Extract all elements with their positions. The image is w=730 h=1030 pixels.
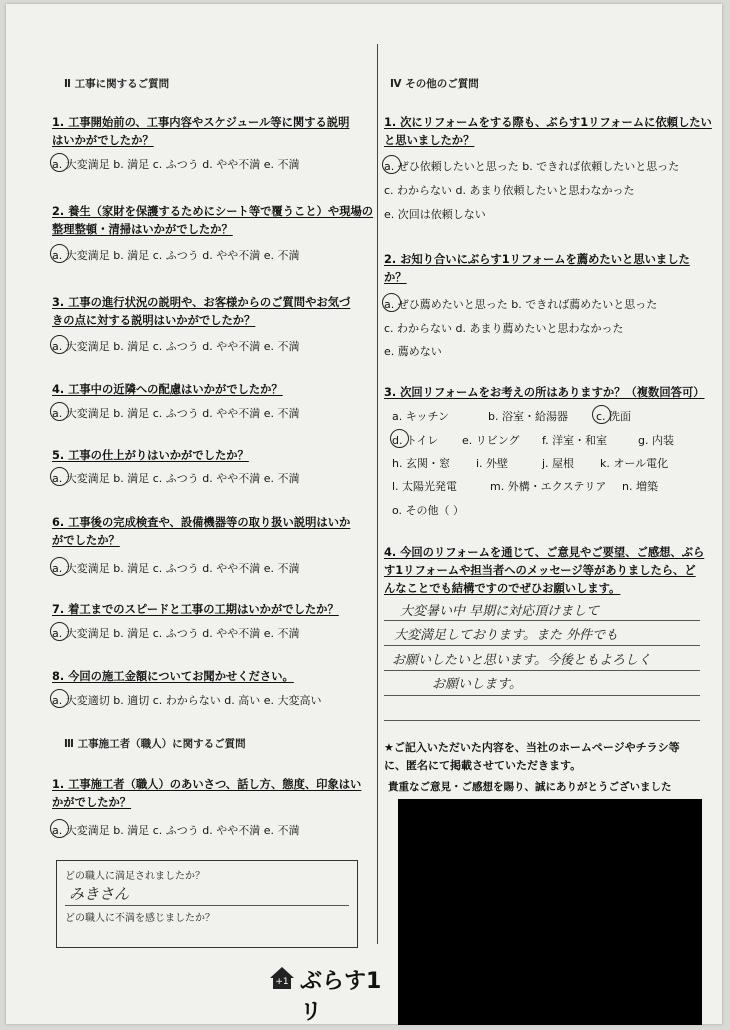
q4-3-j: j. 屋根: [542, 457, 575, 470]
q4-1-opt1: a. ぜひ依頼したいと思った b. できれば依頼したいと思った: [384, 160, 680, 173]
q2-2-options: a. 大変満足 b. 満足 c. ふつう d. やや不満 e. 不満: [52, 249, 300, 262]
q4-1-opt2: c. わからない d. あまり依頼したいと思わなかった: [384, 184, 635, 197]
answer-circle-q2-8: [50, 689, 69, 708]
notice-line1: ★ご記入いただいた内容を、当社のホームページやチラシ等: [384, 741, 680, 754]
answer-circle-q4-1: [382, 155, 401, 174]
logo-text: ぶらす1リ: [300, 969, 382, 1025]
q4-3-line1: 3. 次回リフォームをお考えの所はありますか？（複数回答可）: [384, 386, 705, 399]
q2-6: [52, 514, 350, 550]
answer-circle-q2-7: [50, 622, 69, 641]
q4-3-n: n. 増築: [622, 480, 658, 493]
craftsman-satisfied-label: どの職人に満足されましたか？: [65, 871, 205, 882]
answer-line-2: [384, 645, 700, 646]
q4-2-opt1: a. ぜひ薦めたいと思った b. できれば薦めたいと思った: [384, 298, 658, 311]
q4-1: [384, 114, 712, 150]
q4-1-line1: 1. 次にリフォームをする際も、ぶらす1リフォームに依頼したい: [384, 116, 712, 129]
q4-3: [384, 384, 705, 402]
publication-notice: [384, 739, 680, 775]
handwritten-line-4: お願いします。: [432, 677, 522, 692]
q2-3-line1: 3. 工事の進行状況の説明や、お客様からのご質問やお気づ: [52, 296, 351, 309]
answer-line-3: [384, 670, 700, 671]
thanks-message: 貴重なご意見・ご感想を賜り、誠にありがとうございました: [388, 781, 672, 793]
handwritten-line-2: 大変満足しております。また 外件でも: [394, 628, 619, 643]
q4-2: [384, 251, 690, 287]
house-logo-icon: [268, 964, 296, 992]
q2-5-options: a. 大変満足 b. 満足 c. ふつう d. やや不満 e. 不満: [52, 472, 300, 485]
q2-8-line1: 8. 今回の施工金額についてお聞かせください。: [52, 670, 294, 683]
q4-4-line2: す1リフォームや担当者へのメッセージ等がありましたら、ど: [384, 564, 696, 577]
q4-3-c: c. 洗面: [596, 410, 632, 423]
answer-circle-q2-3: [50, 335, 69, 354]
q4-3-row5: o. その他（ ）: [392, 504, 465, 517]
q2-5-line1: 5. 工事の仕上がりはいかがでしたか？: [52, 449, 249, 462]
q4-2-opt2: c. わからない d. あまり薦めたいと思わなかった: [384, 322, 624, 335]
section-4-heading: Ⅳ その他のご質問: [390, 78, 479, 90]
q2-7-line1: 7. 着工までのスピードと工事の工期はいかがでしたか？: [52, 603, 339, 616]
q4-3-i: i. 外壁: [476, 457, 509, 470]
q2-4-options: a. 大変満足 b. 満足 c. ふつう d. やや不満 e. 不満: [52, 407, 300, 420]
q2-1: [52, 114, 349, 150]
q3-1-line2: かがでしたか？: [52, 796, 132, 809]
q2-3-line2: きの点に対する説明はいかがでしたか？: [52, 314, 256, 327]
answer-line-4: [384, 695, 700, 696]
q2-6-options: a. 大変満足 b. 満足 c. ふつう d. やや不満 e. 不満: [52, 562, 300, 575]
q4-3-h: h. 玄関・窓: [392, 457, 450, 470]
answer-circle-q2-4: [50, 402, 69, 421]
answer-circle-q4-3-d: [390, 429, 409, 448]
answer-line-5: [384, 720, 700, 721]
q4-3-k: k. オール電化: [600, 457, 669, 470]
answer-circle-q2-6: [50, 557, 69, 576]
q4-3-row4: [392, 478, 658, 494]
q4-3-row3: [392, 455, 669, 471]
q2-2: [52, 203, 373, 239]
q4-3-f: f. 洋室・和室: [542, 434, 608, 447]
q4-2-opt3: e. 薦めない: [384, 345, 442, 358]
svg-text:+1: +1: [275, 977, 289, 987]
section-2-heading: Ⅱ 工事に関するご質問: [64, 78, 170, 90]
q4-3-a: a. キッチン: [392, 410, 449, 423]
answer-circle-q4-3-c: [592, 405, 611, 424]
craftsman-satisfied-answer: みきさん: [69, 885, 130, 903]
notice-line2: に、匿名にて掲載させていただきます。: [384, 759, 582, 772]
q2-8-options: a. 大変適切 b. 適切 c. わからない d. 高い e. 大変高い: [52, 694, 322, 707]
q2-7-options: a. 大変満足 b. 満足 c. ふつう d. やや不満 e. 不満: [52, 627, 300, 640]
q4-4-line1: 4. 今回のリフォームを通じて、ご意見やご要望、ご感想、ぶら: [384, 546, 705, 559]
column-divider: [377, 44, 378, 944]
q2-6-line1: 6. 工事後の完成検査や、設備機器等の取り扱い説明はいか: [52, 516, 351, 529]
answer-circle-q3-1: [50, 819, 69, 838]
q2-2-line1: 2. 養生（家財を保護するためにシート等で覆うこと）や現場の: [52, 205, 374, 218]
q4-3-m: m. 外構・エクステリア: [490, 480, 607, 493]
q4-4-line3: んなことでも結構ですのでぜひお願いします。: [384, 582, 621, 595]
craftsman-dissatisfied-label: どの職人に不満を感じましたか？: [65, 913, 215, 924]
q2-8: [52, 668, 294, 686]
q4-4: [384, 544, 704, 598]
q2-6-line2: がでしたか？: [52, 534, 120, 547]
q4-2-line1: 2. お知り合いにぶらす1リフォームを薦めたいと思いました: [384, 253, 690, 266]
q3-1-options: a. 大変満足 b. 満足 c. ふつう d. やや不満 e. 不満: [52, 824, 300, 837]
company-logo: [268, 962, 398, 1025]
q4-2-line2: か？: [384, 271, 407, 284]
q2-4-line1: 4. 工事中の近隣への配慮はいかがでしたか？: [52, 383, 283, 396]
q4-1-opt3: e. 次回は依頼しない: [384, 208, 486, 221]
q4-1-line2: と思いましたか？: [384, 134, 475, 147]
handwritten-line-1: 大変暑い中 早期に対応頂けまして: [400, 604, 600, 619]
q3-1-line1: 1. 工事施工者（職人）のあいさつ、話し方、態度、印象はい: [52, 778, 362, 791]
q2-2-line2: 整理整頓・清掃はいかがでしたか？: [52, 223, 233, 236]
q2-3: [52, 294, 350, 330]
q2-4: [52, 381, 283, 399]
q4-3-row1: [392, 408, 632, 424]
q2-3-options: a. 大変満足 b. 満足 c. ふつう d. やや不満 e. 不満: [52, 340, 300, 353]
q3-1: [52, 776, 361, 812]
redaction-block: [398, 799, 702, 1025]
q4-3-b: b. 浴室・給湯器: [488, 410, 568, 423]
q2-7: [52, 601, 339, 619]
section-3-heading: Ⅲ 工事施工者（職人）に関するご質問: [64, 738, 246, 750]
answer-circle-q4-2: [382, 293, 401, 312]
q2-1-line1: 1. 工事開始前の、工事内容やスケジュール等に関する説明: [52, 116, 350, 129]
craftsman-divider: [65, 905, 349, 906]
answer-circle-q2-2: [50, 244, 69, 263]
answer-circle-q2-5: [50, 467, 69, 486]
craftsman-box: [56, 860, 358, 948]
q4-3-g: g. 内装: [638, 434, 674, 447]
q2-1-line2: はいかがでしたか？: [52, 134, 154, 147]
q2-1-options: a. 大変満足 b. 満足 c. ふつう d. やや不満 e. 不満: [52, 158, 300, 171]
survey-sheet: [6, 4, 722, 1024]
q4-3-e: e. リビング: [462, 434, 520, 447]
answer-circle-q2-1: [50, 153, 69, 172]
q4-3-d: d. トイレ: [392, 434, 439, 447]
handwritten-line-3: お願いしたいと思います。今後ともよろしく: [392, 653, 651, 668]
q2-5: [52, 447, 249, 465]
q4-3-l: l. 太陽光発電: [392, 480, 458, 493]
answer-line-1: [384, 620, 700, 621]
